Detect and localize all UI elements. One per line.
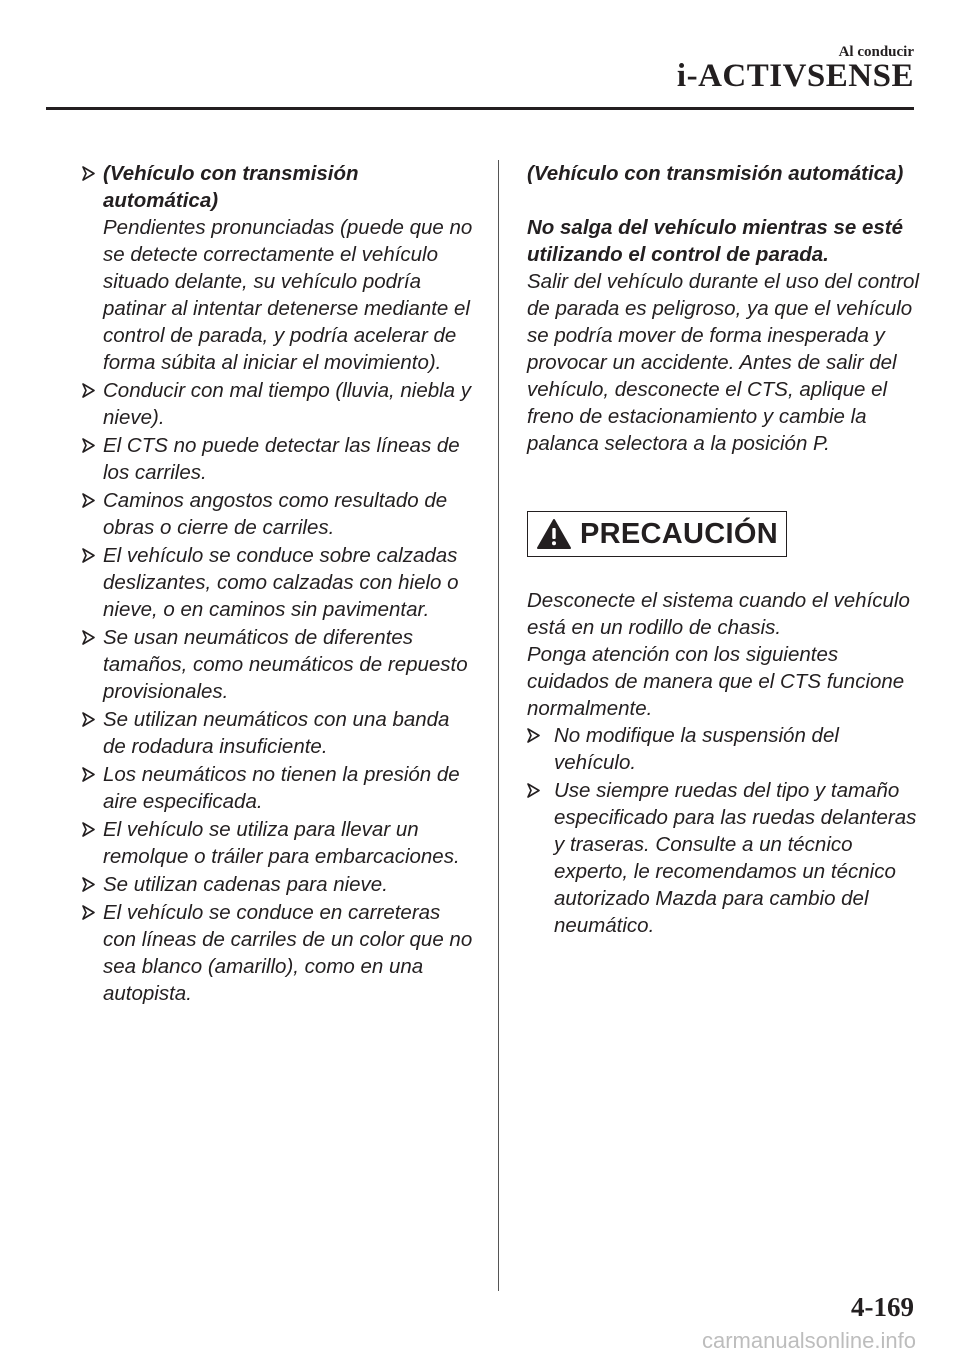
list-item-text: Se utilizan cadenas para nieve. (103, 873, 388, 896)
list-item-text: Se utilizan neumáticos con una banda de rodadura insuficiente. (103, 708, 450, 758)
list-item-text: Use siempre ruedas del tipo y tamaño especificado para las ruedas delanteras y traseras. Consulte a un técnico experto, le recomendamos un técnico autorizado Mazda para cambio del neumático. (554, 779, 917, 937)
list-item (527, 722, 923, 776)
list-item-text: El vehículo se conduce en carreteras con líneas de carriles de un color que no sea blanco (amarillo), como en una autopista. (103, 901, 473, 1005)
caution-paragraph-2: Ponga atención con los siguientes cuidados de manera que el CTS funcione normalmente. (527, 643, 905, 720)
list-item (76, 160, 476, 376)
header-rule (46, 107, 914, 110)
arrow-bullet-icon (82, 905, 95, 920)
caution-label: PRECAUCIÓN (580, 517, 778, 550)
list-item-text: Conducir con mal tiempo (lluvia, niebla y nieve). (103, 379, 472, 429)
list-item (76, 432, 476, 486)
arrow-bullet-icon (82, 767, 95, 782)
list-item (76, 487, 476, 541)
list-item (76, 871, 476, 898)
list-item (76, 761, 476, 815)
list-item (76, 706, 476, 760)
page-number: 4-169 (851, 1292, 914, 1322)
arrow-bullet-icon (82, 383, 95, 398)
condition-list (76, 160, 476, 1007)
arrow-bullet-icon (82, 822, 95, 837)
arrow-bullet-icon (82, 493, 95, 508)
arrow-bullet-icon (82, 166, 95, 181)
list-item (76, 377, 476, 431)
warning-title: No salga del vehículo mientras se esté utilizando el control de parada. (527, 216, 903, 266)
list-item-text: El vehículo se utiliza para llevar un remolque o tráiler para embarcaciones. (103, 818, 460, 868)
arrow-bullet-icon (82, 712, 95, 727)
arrow-bullet-icon (82, 438, 95, 453)
arrow-bullet-icon (82, 877, 95, 892)
arrow-bullet-icon (527, 783, 540, 798)
list-item (527, 777, 923, 939)
left-column (76, 160, 476, 1008)
list-item-text: El CTS no puede detectar las líneas de los carriles. (103, 434, 460, 484)
list-item (76, 542, 476, 623)
page-title: i-ACTIVSENSE (676, 58, 914, 94)
caution-paragraph-1: Desconecte el sistema cuando el vehículo está en un rodillo de chasis. (527, 589, 910, 639)
right-column (527, 160, 923, 940)
arrow-bullet-icon (82, 548, 95, 563)
automatic-transmission-heading: (Vehículo con transmisión automática) (527, 162, 904, 185)
warning-triangle-icon (536, 518, 572, 550)
arrow-bullet-icon (527, 728, 540, 743)
list-item-heading: (Vehículo con transmisión automática) (103, 162, 359, 212)
list-item-text: Caminos angostos como resultado de obras o cierre de carriles. (103, 489, 448, 539)
arrow-bullet-icon (82, 630, 95, 645)
list-item-text: Los neumáticos no tienen la presión de aire especificada. (103, 763, 460, 813)
column-divider (498, 160, 499, 1291)
watermark: carmanualsonline.info (701, 1328, 916, 1353)
list-item (76, 816, 476, 870)
list-item-text: El vehículo se conduce sobre calzadas deslizantes, como calzadas con hielo o nieve, o en caminos sin pavimentar. (103, 544, 459, 621)
caution-list (527, 722, 923, 939)
list-item-text: Se usan neumáticos de diferentes tamaños, como neumáticos de repuesto provisionales. (103, 626, 468, 703)
header-section-label: Al conducir (838, 44, 914, 60)
list-item-text: No modifique la suspensión del vehículo. (554, 724, 839, 774)
list-item (76, 899, 476, 1007)
warning-text: Salir del vehículo durante el uso del control de parada es peligroso, ya que el vehículo se podría mover de forma inesperada y provocar un accidente. Antes de salir del vehículo, desconecte el CTS, aplique el freno de estacionamiento y cambie la palanca selectora a la posición P. (527, 270, 920, 455)
list-item (76, 624, 476, 705)
caution-banner (527, 511, 787, 557)
list-item-text: Pendientes pronunciadas (puede que no se detecte correctamente el vehículo situado delante, su vehículo podría patinar al intentar detenerse mediante el control de parada, y podría acelerar de forma súbita al iniciar el movimiento). (103, 216, 473, 374)
